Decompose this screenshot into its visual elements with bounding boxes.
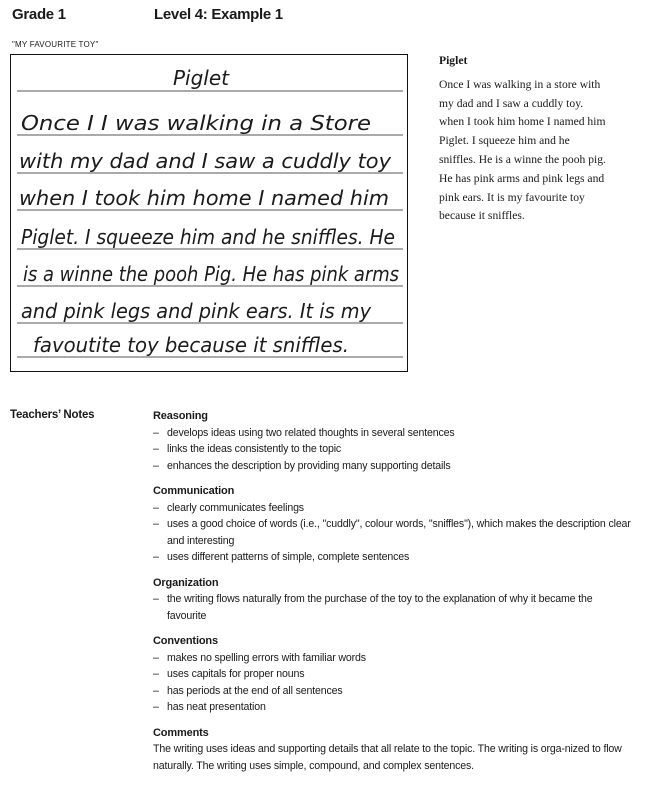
- teachers-notes: [153, 408, 633, 774]
- notes-section-organization: [153, 575, 633, 625]
- notes-section-comments: [153, 725, 633, 775]
- list-item: – links the ideas consistently to the topic: [153, 443, 342, 455]
- section-title: Comments: [153, 726, 209, 739]
- list-item: – enhances the description by providing many supporting details: [153, 459, 451, 472]
- transcription-line: my dad and I saw a cuddly toy.: [439, 96, 584, 110]
- handwriting-title: Piglet: [172, 66, 230, 90]
- handwriting-line: is a winne the pooh Pig. He has pink arms: [23, 262, 399, 286]
- notes-section-reasoning: [153, 408, 633, 474]
- list-item: – has periods at the end of all sentences: [153, 684, 343, 697]
- list-item: – has neat presentation: [153, 701, 266, 713]
- handwriting-sample: [10, 54, 408, 372]
- transcription-line: Once I was walking in a store with: [439, 77, 601, 91]
- list-item: – uses a good choice of words (i.e., "cuddly", colour words, "sniffles"), which makes the description clear and interesting: [153, 518, 631, 547]
- list-item: – uses capitals for proper nouns: [153, 668, 305, 680]
- page-header: [12, 6, 283, 23]
- transcription-line: He has pink arms and pink legs and: [439, 171, 605, 185]
- transcription-title: Piglet: [439, 54, 468, 67]
- notes-section-communication: [153, 483, 633, 566]
- handwriting-line: favoutite toy because it sniffles.: [33, 333, 349, 357]
- transcription-line: sniffles. He is a winne the pooh pig.: [439, 152, 606, 166]
- sample-subtitle: "MY FAVOURITE TOY": [12, 40, 99, 49]
- section-title: Communication: [153, 485, 235, 497]
- level-label: Level 4: Example 1: [154, 6, 283, 23]
- section-title: Conventions: [153, 635, 218, 647]
- notes-section-conventions: [153, 633, 633, 716]
- transcription-line: when I took him home I named him: [439, 115, 606, 129]
- handwriting-line: and pink legs and pink ears. It is my: [21, 299, 373, 323]
- list-item: – the writing flows naturally from the purchase of the toy to the explanation of why it became the favourite: [153, 593, 593, 622]
- comments-text: The writing uses ideas and supporting details that all relate to the topic. The writing is orga-nized to flow naturally. The writing uses simple, compound, and complex sentences.: [153, 743, 622, 772]
- transcription: [439, 52, 649, 226]
- transcription-line: because it sniffles.: [439, 209, 525, 223]
- teachers-notes-label: Teachers’ Notes: [10, 409, 95, 421]
- handwriting-canvas: [11, 55, 408, 372]
- handwriting-line: Once I I was walking in a Store: [21, 111, 371, 135]
- list-item: – makes no spelling errors with familiar words: [153, 651, 366, 664]
- handwriting-line: with my dad and I saw a cuddly toy: [19, 149, 393, 173]
- grade-label: Grade 1: [12, 6, 66, 23]
- list-item: – uses different patterns of simple, complete sentences: [153, 551, 410, 563]
- list-item: – clearly communicates feelings: [153, 501, 304, 514]
- transcription-line: Piglet. I squeeze him and he: [439, 134, 570, 148]
- transcription-line: pink ears. It is my favourite toy: [439, 190, 585, 204]
- section-title: Reasoning: [153, 410, 208, 422]
- handwriting-line: when I took him home I named him: [19, 186, 389, 210]
- list-item: – develops ideas using two related thoughts in several sentences: [153, 426, 455, 439]
- section-title: Organization: [153, 576, 219, 589]
- handwriting-line: Piglet. I squeeze him and he sniffles. He: [21, 225, 395, 249]
